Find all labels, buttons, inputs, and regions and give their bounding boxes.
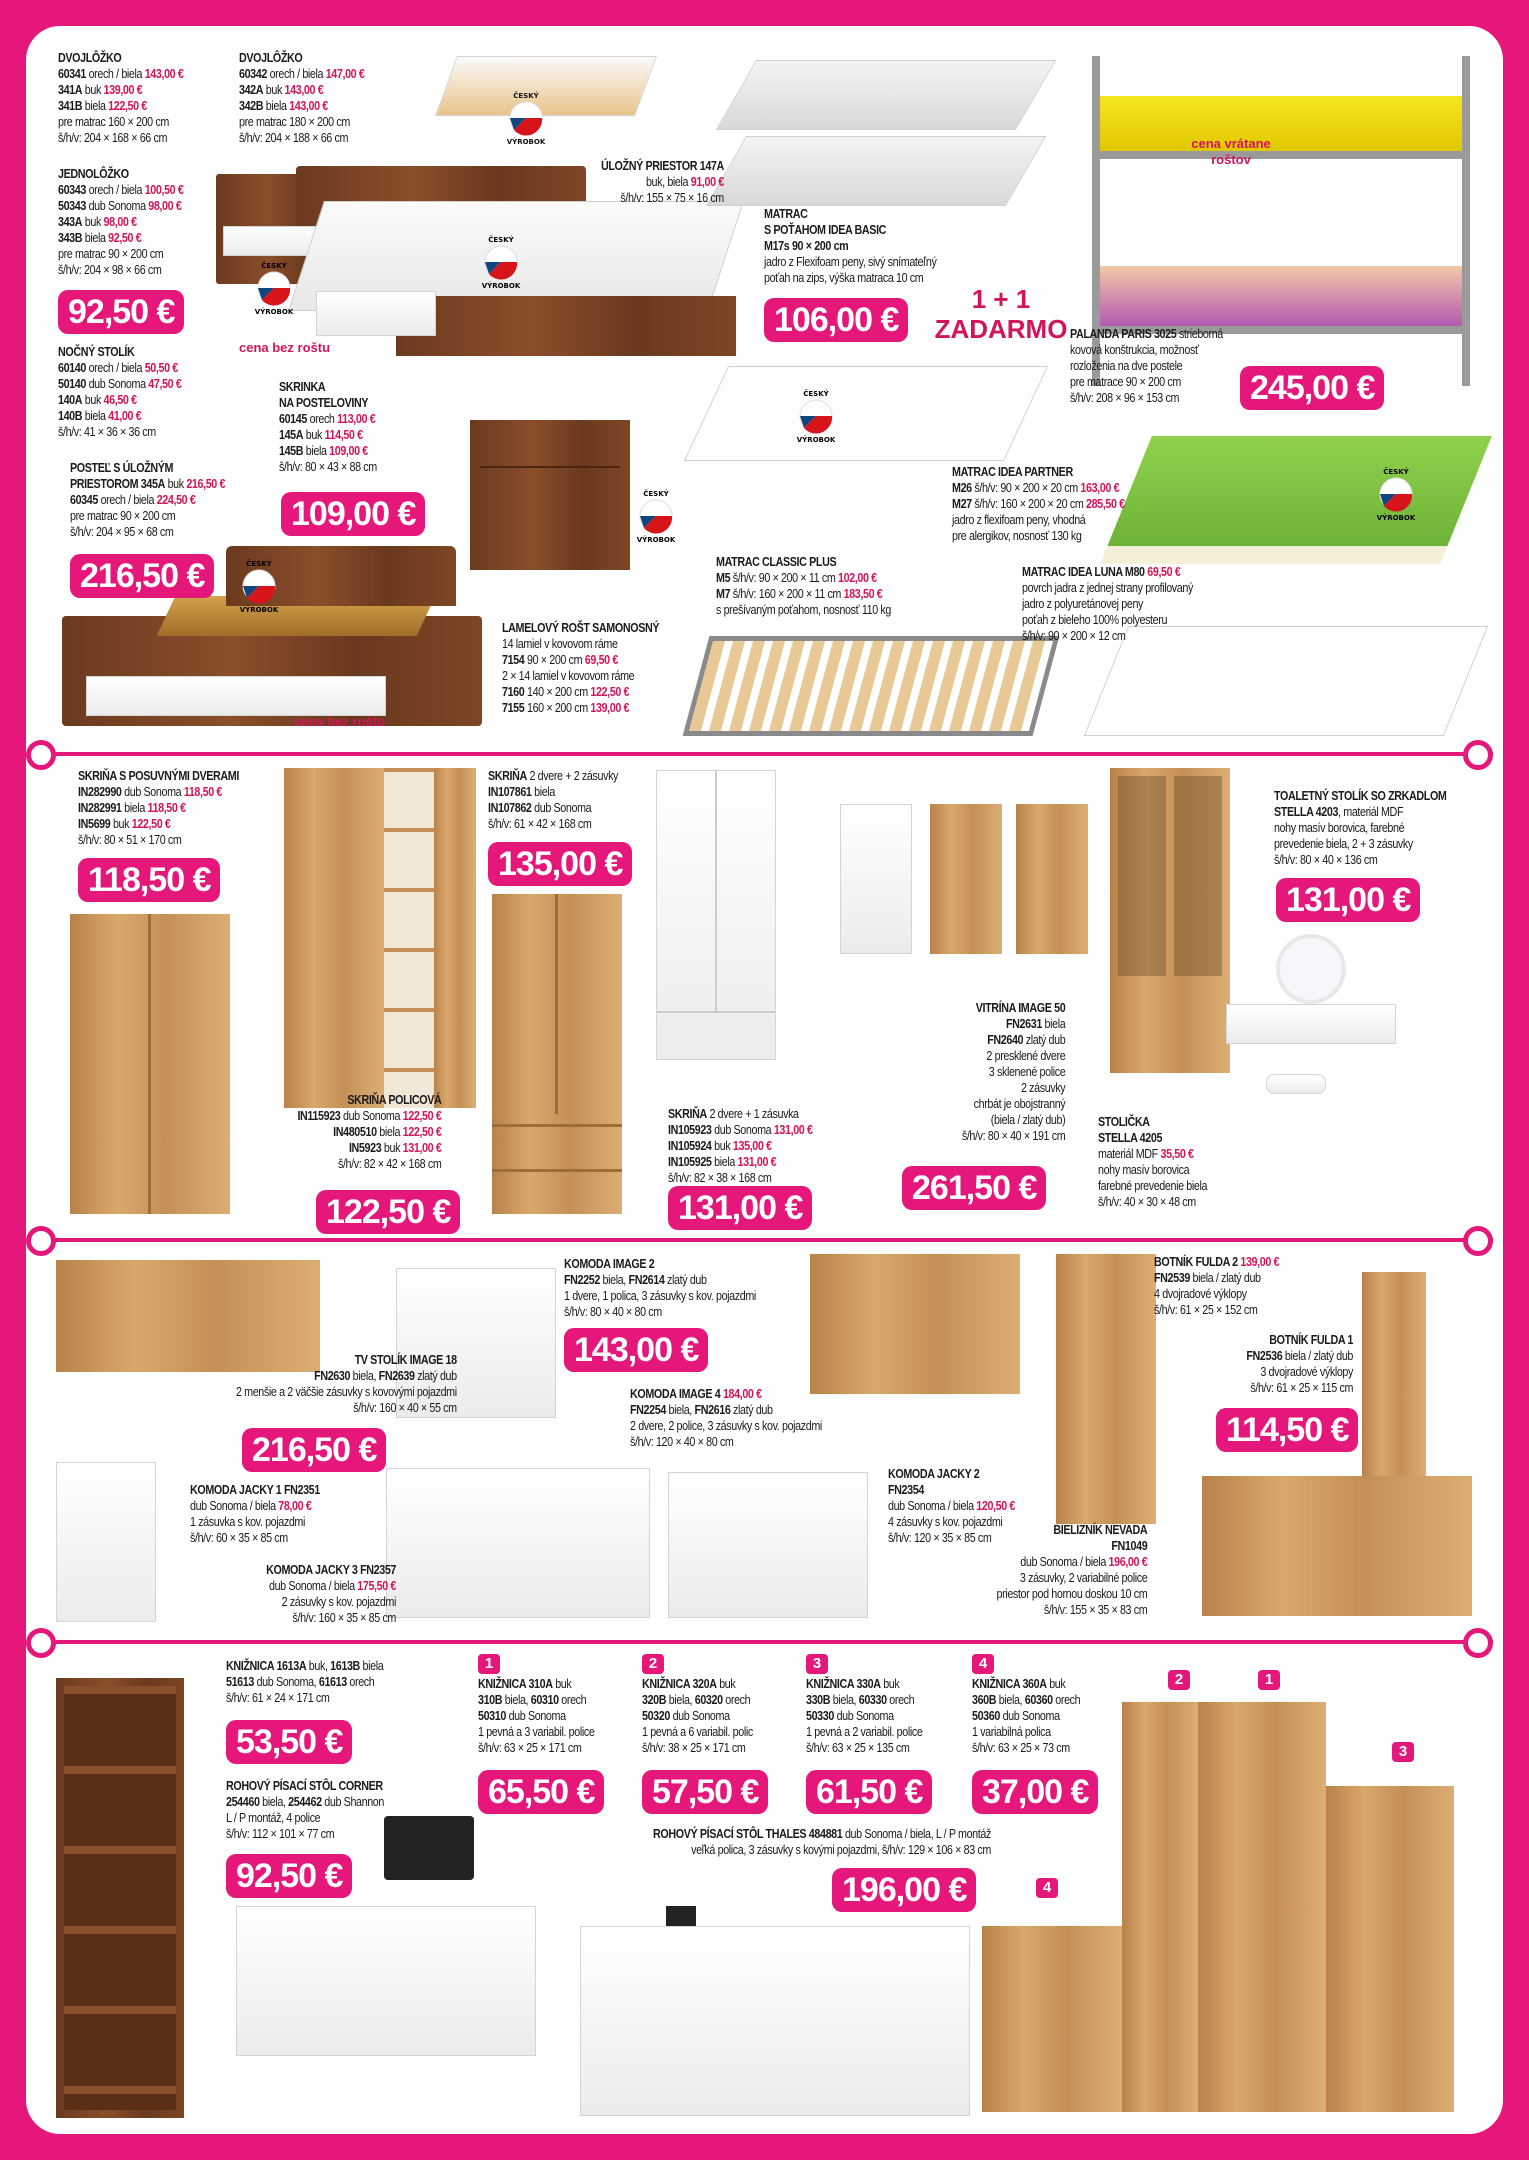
lingerie-dresser-image <box>1202 1476 1472 1616</box>
bookcase-1613-image <box>56 1678 184 2118</box>
bookcase-320-image <box>1122 1702 1198 2112</box>
mattress-luna-info: MATRAC IDEA LUNA M80 69,50 € povrch jadra z jednej strany profilovaný jadro z polyuretánovej peny poťah z bieleho 100% polyesteru š/h/v: 90 × 200 × 12 cm <box>1022 565 1193 643</box>
storage-bed-drawers <box>86 676 386 716</box>
czech-product-badge-icon <box>244 258 304 318</box>
double-bed-2-info: DVOJLÔŽKO 60342 orech / biela 147,00 € 342A buk 143,00 € 342B biela 143,00 € pre matrac 180 × 200 cm š/h/v: 204 × 188 × 66 cm <box>239 51 365 145</box>
bookcase-tag-1: 1 <box>1258 1670 1280 1690</box>
vitrine-white-image <box>840 804 912 954</box>
mattress-classic-image <box>684 366 1048 461</box>
bookcase-320-price: 57,50 € <box>642 1770 768 1814</box>
czech-product-badge-icon <box>1366 464 1426 524</box>
lingerie-dresser-info: BIELIZNÍK NEVADA FN1049 dub Sonoma / biela 196,00 € 3 zásuvky, 2 variabilné police priestor pod hornou doskou 10 cm š/h/v: 155 × 35 × 83 cm <box>996 1523 1147 1617</box>
vanity-table-image <box>1226 1004 1396 1044</box>
slatted-base-info: LAMELOVÝ ROŠT SAMONOSNÝ 14 lamiel v kovovom ráme 7154 90 × 200 cm 69,50 € 2 × 14 lamiel v kovovom ráme 7160 140 × 200 cm 122,50 € 7155 160 × 200 cm 139,00 € <box>502 621 660 715</box>
sliding-wardrobe-price: 118,50 € <box>78 858 220 902</box>
section-separator <box>36 1238 1493 1242</box>
corner-desk-info: ROHOVÝ PÍSACÍ STÔL CORNER 254460 biela, 254462 dub Shannon L / P montáž, 4 police š/h/v: 112 × 101 × 77 cm <box>226 1779 384 1841</box>
double-bed-1-info: DVOJLÔŽKO 60341 orech / biela 143,00 € 341A buk 139,00 € 341B biela 122,50 € pre matrac 160 × 200 cm š/h/v: 204 × 168 × 66 cm <box>58 51 184 145</box>
bookcase-330-image <box>1326 1786 1454 2112</box>
svg-text:VÝROBOK: VÝROBOK <box>481 282 521 290</box>
tv-stand-info: TV STOLÍK IMAGE 18 FN2630 biela, FN2639 zlatý dub 2 menšie a 2 väčšie zásuvky s kovovými pojazdmi š/h/v: 160 × 40 × 55 cm <box>236 1353 457 1415</box>
bookcase-330-tag: 3 <box>806 1654 828 1674</box>
wardrobe-2-price: 135,00 € <box>488 842 632 886</box>
bookcase-320-info: KNIŽNICA 320A buk 320B biela, 60320 orech 50320 dub Sonoma 1 pevná a 6 variabil. polic š/h/v: 38 × 25 × 171 cm <box>642 1677 753 1755</box>
dresser-jacky-1-image <box>56 1462 156 1622</box>
sliding-wardrobe-image <box>70 914 230 1214</box>
bunk-slats-included-note: cena vrátane roštov <box>1191 136 1271 167</box>
double-bed-drawer <box>316 291 436 336</box>
storage-bed-info: POSTEĽ S ÚLOŽNÝM PRIESTOROM 345A buk 216,50 € 60345 orech / biela 224,50 € pre matrac 90 × 200 cm š/h/v: 204 × 95 × 68 cm <box>70 461 226 539</box>
dresser-jacky-3-info: KOMODA JACKY 3 FN2357 dub Sonoma / biela 175,50 € 2 zásuvky s kov. pojazdmi š/h/v: 160 × 35 × 85 cm <box>266 1563 396 1625</box>
bookcase-tag-4: 4 <box>1036 1878 1058 1898</box>
vanity-stool-info: STOLIČKA STELLA 4205 materiál MDF 35,50 € nohy masív borovica farebné prevedenie biela š/h/v: 40 × 30 × 48 cm <box>1098 1115 1208 1209</box>
shoe-cabinet-2-image <box>1056 1254 1156 1524</box>
wardrobe-2-info: SKRIŇA 2 dvere + 2 zásuvky IN107861 biela IN107862 dub Sonoma š/h/v: 61 × 42 × 168 cm <box>488 769 619 831</box>
shoe-cabinet-1-info: BOTNÍK FULDA 1 FN2536 biela / zlatý dub 3 dvojradové výklopy š/h/v: 61 × 25 × 115 cm <box>1246 1333 1353 1395</box>
bookcase-320-tag: 2 <box>642 1654 664 1674</box>
vitrine-oak-image-2 <box>1016 804 1088 954</box>
czech-product-badge-icon <box>496 88 556 148</box>
dresser-jacky-2-info: KOMODA JACKY 2 FN2354 dub Sonoma / biela 120,50 € 4 zásuvky s kov. pojazdmi š/h/v: 120 × 35 × 85 cm <box>888 1467 1016 1545</box>
dresser-image-2-info: KOMODA IMAGE 2 FN2252 biela, FN2614 zlatý dub 1 dvere, 1 polica, 3 zásuvky s kov. pojazdmi š/h/v: 80 × 40 × 80 cm <box>564 1257 756 1319</box>
bookcase-360-info: KNIŽNICA 360A buk 360B biela, 60360 orech 50360 dub Sonoma 1 variabilná polica š/h/v: 63 × 25 × 73 cm <box>972 1677 1081 1755</box>
bookcase-330-info: KNIŽNICA 330A buk 330B biela, 60330 orech 50330 dub Sonoma 1 pevná a 2 variabil. police š/h/v: 63 × 25 × 135 cm <box>806 1677 923 1755</box>
svg-text:VÝROBOK: VÝROBOK <box>506 138 546 146</box>
vanity-stool-image <box>1266 1074 1326 1094</box>
svg-text:VÝROBOK: VÝROBOK <box>636 536 676 544</box>
dresser-image-4-image <box>810 1254 1020 1394</box>
vitrine-price: 261,50 € <box>902 1166 1046 1210</box>
bookcase-330-price: 61,50 € <box>806 1770 932 1814</box>
czech-product-badge-icon <box>786 386 846 446</box>
sliding-wardrobe-info: SKRIŇA S POSUVNÝMI DVERAMI IN282990 dub Sonoma 118,50 € IN282991 biela 118,50 € IN5699 buk 122,50 € š/h/v: 80 × 51 × 170 cm <box>78 769 239 847</box>
czech-product-badge-icon <box>471 232 531 292</box>
nightstand-info: NOČNÝ STOLÍK 60140 orech / biela 50,50 € 50140 dub Sonoma 47,50 € 140A buk 46,50 € 140B biela 41,00 € š/h/v: 41 × 36 × 36 cm <box>58 345 182 439</box>
vanity-table-info: TOALETNÝ STOLÍK SO ZRKADLOM STELLA 4203, materiál MDF nohy masív borovica, farebné prevedenie biela, 2 + 3 zásuvky š/h/v: 80 × 40 × 136 cm <box>1274 789 1447 867</box>
svg-text:ČESKÝ: ČESKÝ <box>488 236 514 244</box>
corner-desk-image <box>236 1906 536 2056</box>
shelf-wardrobe-door <box>434 768 476 1108</box>
separator-dot <box>26 740 56 770</box>
vanity-table-price: 131,00 € <box>1276 878 1420 922</box>
vitrine-info: VITRÍNA IMAGE 50 FN2631 biela FN2640 zlatý dub 2 presklené dvere 3 sklenené police 2 zásuvky chrbát je obojstranný (biela / zlatý dub) š/h/v: 80 × 40 × 191 cm <box>961 1001 1065 1143</box>
shelf-wardrobe-info: SKRIŇA POLICOVÁ IN115923 dub Sonoma 122,50 € IN480510 biela 122,50 € IN5923 buk 131,00 € š/h/v: 82 × 42 × 168 cm <box>297 1093 441 1171</box>
computer-monitor-image <box>384 1816 474 1880</box>
mattress-partner-info: MATRAC IDEA PARTNER M26 š/h/v: 90 × 200 × 20 cm 163,00 € M27 š/h/v: 160 × 200 × 20 cm 285,50 € jadro z flexifoam peny, vhodná pre alergikov, nosnosť 130 kg <box>952 465 1125 543</box>
mattress-basic-info: MATRAC S POŤAHOM IDEA BASIC M17s 90 × 200 cm jadro z Flexifoam peny, sivý snímateľný poťah na zips, výška matraca 10 cm <box>764 207 937 285</box>
bookcase-tag-2: 2 <box>1168 1670 1190 1690</box>
czech-product-badge-icon <box>229 556 289 616</box>
separator-dot <box>26 1628 56 1658</box>
wardrobe-3-info: SKRIŇA 2 dvere + 1 zásuvka IN105923 dub Sonoma 131,00 € IN105924 buk 135,00 € IN105925 biela 131,00 € š/h/v: 82 × 38 × 168 cm <box>668 1107 813 1185</box>
bookcase-310-info: KNIŽNICA 310A buk 310B biela, 60310 orech 50310 dub Sonoma 1 pevná a 3 variabil. police š/h/v: 63 × 25 × 171 cm <box>478 1677 595 1755</box>
mattress-basic-image-2 <box>706 136 1046 206</box>
bookcase-tag-3: 3 <box>1392 1742 1414 1762</box>
no-slats-note-2: cena bez roštu <box>294 714 386 729</box>
bookcase-360-image <box>982 1926 1122 2112</box>
storage-bed-price: 216,50 € <box>70 554 214 598</box>
slatted-base-image <box>683 636 1060 736</box>
shelf-wardrobe-shelves <box>384 768 434 1108</box>
svg-text:ČESKÝ: ČESKÝ <box>643 490 669 498</box>
thales-desk-image <box>580 1926 970 2116</box>
mattress-basic-price: 106,00 € <box>764 298 908 342</box>
storage-drawer-info: ÚLOŽNÝ PRIESTOR 147A buk, biela 91,00 € š/h/v: 155 × 75 × 16 cm <box>601 159 724 205</box>
svg-text:VÝROBOK: VÝROBOK <box>1376 514 1416 522</box>
shelf-wardrobe-price: 122,50 € <box>316 1190 460 1234</box>
dresser-image-4-info: KOMODA IMAGE 4 184,00 € FN2254 biela, FN2616 zlatý dub 2 dvere, 2 police, 3 zásuvky s kov. pojazdmi š/h/v: 120 × 40 × 80 cm <box>630 1387 822 1449</box>
separator-dot <box>1463 1226 1493 1256</box>
svg-text:ČESKÝ: ČESKÝ <box>1383 468 1409 476</box>
separator-dot <box>26 1226 56 1256</box>
single-bed-info: JEDNOLÔŽKO 60343 orech / biela 100,50 € 50343 dub Sonoma 98,00 € 343A buk 98,00 € 343B biela 92,50 € pre matrac 90 × 200 cm š/h/v: 204 × 98 × 66 cm <box>58 167 184 277</box>
bookcase-1613-price: 53,50 € <box>226 1720 352 1764</box>
separator-dot <box>1463 1628 1493 1658</box>
svg-text:ČESKÝ: ČESKÝ <box>246 560 272 568</box>
shoe-cabinet-1-image <box>1362 1272 1426 1498</box>
dresser-jacky-3-image <box>386 1468 650 1618</box>
mattress-partner-image <box>1100 436 1492 564</box>
promo-1-plus-1: 1 + 1 ZADARMO <box>934 284 1068 344</box>
svg-text:VÝROBOK: VÝROBOK <box>254 308 294 316</box>
wardrobe-2-image <box>492 894 622 1214</box>
bookcase-310-image <box>1198 1702 1326 2112</box>
shoe-cabinet-2-info: BOTNÍK FULDA 2 139,00 € FN2539 biela / zlatý dub 4 dvojradové výklopy š/h/v: 61 × 25 × 152 cm <box>1154 1255 1280 1317</box>
svg-text:VÝROBOK: VÝROBOK <box>239 606 279 614</box>
thales-desk-info: ROHOVÝ PÍSACÍ STÔL THALES 484881 dub Sonoma / biela, L / P montáž veľká polica, 3 zásuvky s kovými pojazdmi, š/h/v: 129 × 106 × 83 cm <box>653 1827 991 1857</box>
dresser-jacky-2-image <box>668 1472 868 1618</box>
dresser-jacky-1-info: KOMODA JACKY 1 FN2351 dub Sonoma / biela 78,00 € 1 zásuvka s kov. pojazdmi š/h/v: 60 × 35 × 85 cm <box>190 1483 320 1545</box>
no-slats-note: cena bez roštu <box>239 340 331 355</box>
bookcase-1613-info: KNIŽNICA 1613A buk, 1613B biela 51613 dub Sonoma, 61613 orech š/h/v: 61 × 24 × 171 cm <box>226 1659 384 1705</box>
thales-desk-price: 196,00 € <box>832 1868 976 1912</box>
bookcase-360-price: 37,00 € <box>972 1770 1098 1814</box>
separator-dot <box>1463 740 1493 770</box>
dresser-image-2-price: 143,00 € <box>564 1328 708 1372</box>
double-bed-frame <box>396 296 736 356</box>
shoe-cabinet-1-price: 114,50 € <box>1216 1408 1358 1452</box>
svg-text:ČESKÝ: ČESKÝ <box>803 390 829 398</box>
single-bed-price: 92,50 € <box>58 290 184 334</box>
bookcase-310-price: 65,50 € <box>478 1770 604 1814</box>
czech-product-badge-icon <box>626 486 686 546</box>
bookcase-360-tag: 4 <box>972 1654 994 1674</box>
svg-text:ČESKÝ: ČESKÝ <box>261 262 287 270</box>
bunk-bed-info: PALANDA PARIS 3025 strieborná kovová konštrukcia, možnosť rozloženia na dve postele pre matrace 90 × 200 cm š/h/v: 208 × 96 × 153 cm <box>1070 327 1223 405</box>
wardrobe-3-image <box>656 770 776 1060</box>
bunk-bed-price: 245,00 € <box>1240 366 1384 410</box>
vitrine-oak-image <box>930 804 1002 954</box>
wardrobe-3-price: 131,00 € <box>668 1186 812 1230</box>
svg-text:ČESKÝ: ČESKÝ <box>513 92 539 100</box>
svg-text:VÝROBOK: VÝROBOK <box>796 436 836 444</box>
shelf-wardrobe-image <box>284 768 384 1108</box>
mattress-basic-image-1 <box>716 60 1056 130</box>
mattress-classic-info: MATRAC CLASSIC PLUS M5 š/h/v: 90 × 200 × 11 cm 102,00 € M7 š/h/v: 160 × 200 × 11 cm 183,50 € s prešívaným poťahom, nosnosť 110 kg <box>716 555 891 617</box>
cabinet-line <box>480 466 620 468</box>
vanity-mirror-image <box>1276 934 1346 1004</box>
laptop-image <box>666 1906 696 1926</box>
tv-stand-price: 216,50 € <box>242 1428 386 1472</box>
linen-cabinet-info: SKRINKA NA POSTELOVINY 60145 orech 113,00 € 145A buk 114,50 € 145B biela 109,00 € š/h/v: 80 × 43 × 88 cm <box>279 380 377 474</box>
corner-desk-price: 92,50 € <box>226 1854 352 1898</box>
section-separator <box>36 752 1493 756</box>
flyer-page <box>26 26 1503 2134</box>
section-separator <box>36 1640 1493 1644</box>
vitrine-large-image <box>1110 768 1230 1073</box>
linen-cabinet-price: 109,00 € <box>281 492 425 536</box>
bookcase-310-tag: 1 <box>478 1654 500 1674</box>
linen-cabinet-image <box>470 420 630 570</box>
